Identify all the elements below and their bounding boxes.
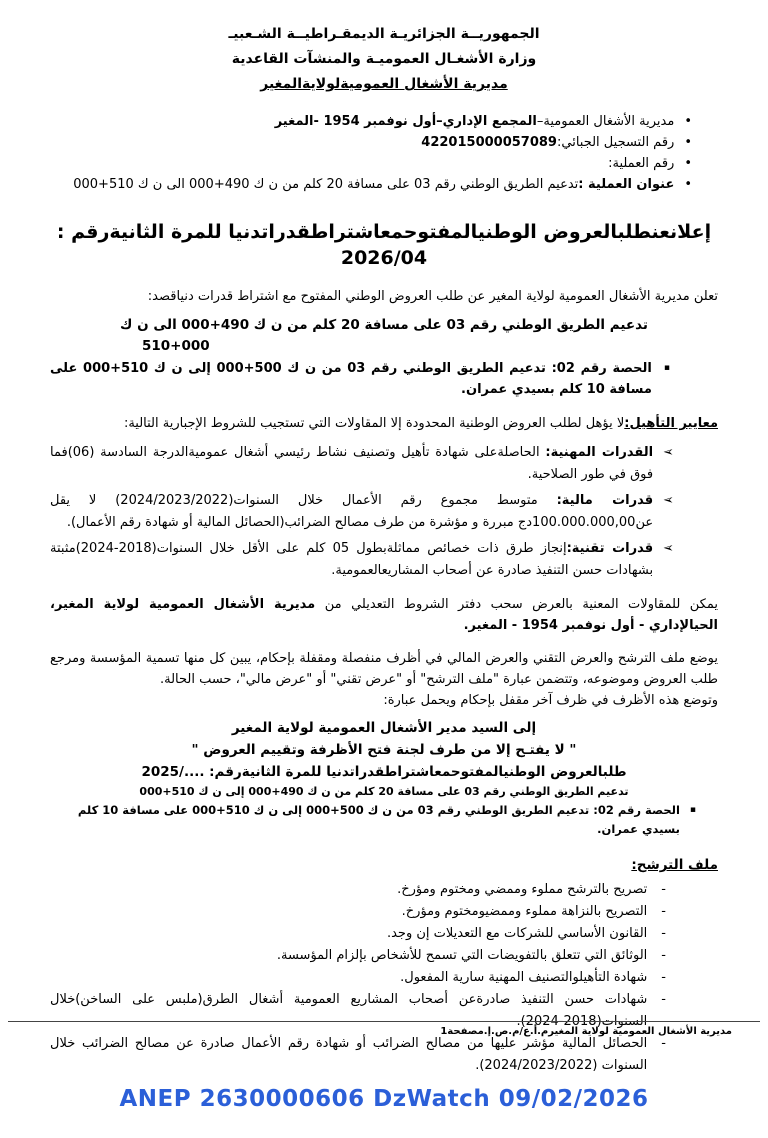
list-item: [50, 967, 718, 989]
directorate-title: مديرية الأشغال العموميةلولايةالمغير: [260, 76, 508, 92]
withdraw-paragraph: [50, 594, 718, 636]
address-bold: المجمع الإداري–أول نوفمبر 1954 -المغير: [274, 114, 537, 129]
outer-envelope-paragraph: وتوضع هذه الأظرف في ظرف آخر مقفل بإحكام ويحمل عبارة:: [383, 693, 718, 708]
page-title: إعلانعنطلبالعروض الوطنيالمفتوحمعاشتراطقدراتدنيا للمرة الثانيةرقم : 2026/04: [56, 221, 712, 269]
candidacy-file-list: [50, 879, 718, 1077]
government-header: [50, 22, 718, 97]
criteria-label: قدرات مالية:: [556, 493, 654, 508]
bullet-dot-icon: •: [684, 135, 692, 150]
criteria-text: [50, 538, 653, 582]
arrow-bullet-icon: ➢: [663, 493, 674, 508]
operation-title: [73, 174, 674, 195]
candidacy-item: الوثائق التي تتعلق بالتفويضات التي تسمح للأشخاص بإلزام المؤسسة.: [276, 948, 648, 963]
lot-item: [50, 358, 718, 400]
withdraw-text: يمكن للمقاولات المعنية بالعرض سحب دفتر الشروط التعديلي من: [315, 597, 718, 612]
envelopes-paragraph: يوضع ملف الترشح والعرض التقني والعرض المالي في أظرف منفصلة ومقفلة بإحكام، يبين كل منها تسمية المؤسسة ومرجع طلب العروض وموضوعه، وتتضمن عبارة "ملف الترشح" أو "عرض تقني" أو "عرض مالي"، حسب الحالة.: [50, 651, 718, 687]
list-item: [50, 153, 718, 174]
list-item: [50, 901, 718, 923]
candidacy-file-heading: ملف الترشح:: [631, 857, 718, 873]
directorate-address: [275, 111, 675, 132]
envelope-address-block: [50, 717, 718, 783]
anep-reference: ANEP 2630000606 DzWatch 09/02/2026: [119, 1086, 649, 1112]
criteria-text: [50, 442, 653, 486]
list-item: [50, 923, 718, 945]
eligibility-label: معايير التأهيل:: [624, 416, 718, 431]
scope-heading-line2: 510+000: [142, 338, 210, 354]
criteria-label: القدرات المهنية:: [545, 445, 654, 460]
arrow-bullet-icon: ➢: [663, 445, 674, 460]
criteria-list: [50, 442, 718, 582]
bullet-dot-icon: •: [684, 177, 692, 192]
operation-text: تدعيم الطريق الوطني رقم 03 على مسافة 20 كلم من ن ك 490+000 الى ن ك 510+000: [73, 177, 579, 192]
list-item: [50, 174, 718, 195]
dash-bullet-icon: -: [661, 1036, 666, 1051]
project-info-list: [50, 111, 718, 195]
arrow-bullet-icon: ➢: [663, 541, 674, 556]
bullet-square-icon: ▪: [689, 805, 696, 815]
envelope-lot-line: [50, 801, 718, 839]
scope-heading-line1: تدعيم الطريق الوطني رقم 03 على مسافة 20 كلم من ن ك 490+000 الى ن ك: [120, 317, 648, 333]
list-item: [50, 879, 718, 901]
dash-bullet-icon: -: [661, 882, 666, 897]
dash-bullet-icon: -: [661, 992, 666, 1007]
intro-paragraph: تعلن مديرية الأشغال العمومية لولاية المغير عن طلب العروض الوطني المفتوح مع اشتراط قدرات دنياقصد:: [147, 289, 718, 304]
criteria-item-financial: [50, 490, 718, 534]
list-item: [50, 111, 718, 132]
bullet-dot-icon: •: [684, 156, 692, 171]
candidacy-item: تصريح بالترشح مملوء وممضي ومختوم ومؤرخ.: [397, 882, 648, 897]
candidacy-item: شهادات حسن التنفيذ صادرةعن أصحاب المشاريع العمومية أشغال الطرق(ملبس على الساخن)خلال السنوات(2018-2024).: [50, 992, 648, 1029]
criteria-body: إنجاز طرق ذات خصائص مماثلةبطول 05 كلم على الأقل خلال السنوات(2018-2024)مثبتة بشهادات حسن التنفيذ صادرة عن أصحاب المشاريعالعمومية.: [50, 541, 654, 578]
footer-divider: [8, 1021, 760, 1022]
criteria-text: [50, 490, 653, 534]
withdraw-address: مديرية الأشغال العمومية لولاية المغير، الحيالإداري - أول نوفمبر 1954 - المغير.: [50, 597, 718, 633]
republic-title: الجمهوريــة الجزائريـة الديمقـراطيــة الشـعبيـ: [228, 26, 540, 42]
criteria-body: متوسط مجموع رقم الأعمال خلال السنوات(2024/2023/2022) لا يقل عن100.000.000,00دج مبررة و مؤشرة من طرف مصالح الضرائب(الحصائل المالية أو شهادة رقم الأعمال).: [50, 493, 654, 530]
criteria-item-technical: [50, 538, 718, 582]
dash-bullet-icon: -: [661, 970, 666, 985]
ministry-title: وزارة الأشغـال العموميـة والمنشآت القاعدية: [231, 51, 537, 67]
criteria-item-professional: [50, 442, 718, 486]
envelope-scope-line: تدعيم الطريق الوطني رقم 03 على مسافة 20 كلم من ن ك 490+000 إلى ن ك 510+000: [139, 785, 629, 798]
tax-label: رقم التسجيل الجبائي:: [556, 135, 675, 150]
list-item: [50, 1033, 718, 1077]
bullet-dot-icon: •: [684, 114, 692, 129]
bullet-square-icon: ▪: [663, 363, 670, 373]
operation-label: عنوان العملية :: [578, 177, 675, 192]
list-item: [50, 945, 718, 967]
criteria-label: قدرات تقنية:: [566, 541, 654, 556]
operation-number: رقم العملية:: [608, 156, 675, 171]
dash-bullet-icon: -: [661, 926, 666, 941]
candidacy-item: التصريح بالنزاهة مملوء وممضيومختوم ومؤرخ.: [401, 904, 648, 919]
address-prefix: مديرية الأشغال العمومية–: [536, 114, 675, 129]
lot-text: الحصة رقم 02: تدعيم الطريق الوطني رقم 03 من ن ك 500+000 إلى ن ك 510+000 على مسافة 10 كلم بسيدي عمران.: [50, 361, 652, 397]
envelope-lot-text: الحصة رقم 02: تدعيم الطريق الوطني رقم 03 من ن ك 500+000 إلى ن ك 510+000 على مسافة 10 كلم بسيدي عمران.: [77, 803, 680, 836]
candidacy-item: القانون الأساسي للشركات مع التعديلات إن وجد.: [386, 926, 648, 941]
list-item: [50, 132, 718, 153]
candidacy-item: شهادة التأهيلوالتصنيف المهنية سارية المفعول.: [400, 970, 648, 985]
do-not-open-line: " لا يفتـح إلا من طرف لجنة فتح الأظرفة وتقييم العروض ": [191, 742, 577, 758]
criteria-body: الحاصلةعلى شهادة تأهيل وتصنيف نشاط رئيسي أشغال عموميةالدرجة السادسة (06)فما فوق في طور الصلاحية.: [50, 445, 654, 482]
tax-registration: [421, 132, 674, 153]
footer-note: مديرية الأشغال العمومية لولاية المغيرم.أ.ع/م.ص.إ.مصفحة1: [440, 1026, 732, 1037]
tax-number: 422015000057089: [421, 135, 557, 150]
eligibility-paragraph: [50, 414, 718, 434]
eligibility-text: لا يؤهل لطلب العروض الوطنية المحدودة إلا المقاولات التي تستجيب للشروط الإجبارية التالية:: [123, 416, 625, 431]
addressee-line: إلى السيد مدير الأشغال العمومية لولاية المغير: [231, 720, 537, 736]
dash-bullet-icon: -: [661, 904, 666, 919]
candidacy-item: الحصائل المالية مؤشر عليها من مصالح الضرائب أو شهادة رقم الأعمال صادرة عن مصالح الضرائب خلال السنوات (2024/2023/2022).: [50, 1036, 648, 1073]
tender-reference-line: طلبالعروض الوطنيالمفتوحمعاشتراطقدراتدنيا للمرة الثانيةرقم: ..../2025: [141, 764, 627, 780]
dash-bullet-icon: -: [661, 948, 666, 963]
